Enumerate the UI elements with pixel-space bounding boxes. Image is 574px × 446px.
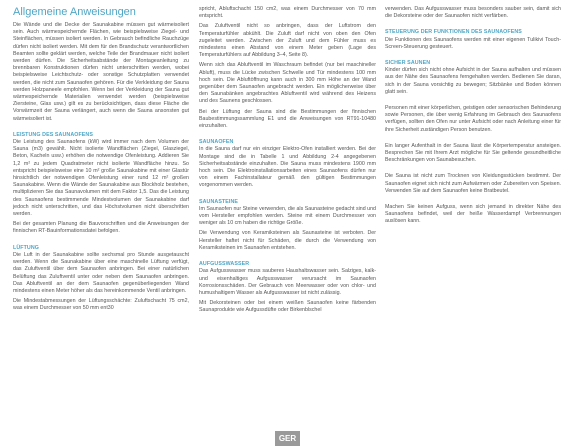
paragraph-children: Kinder dürfen sich nicht ohne Aufsicht in der Sauna aufhalten und müssen aus der Nähe des Saunaofens ferngehalten werden. Bedienen Sie daran, sich in der Sauna vorsichtig zu bewegen; Sitzbänke und Boden können glatt sein. <box>385 67 561 95</box>
column-right <box>385 6 561 229</box>
paragraph-insulation: Die Wände und die Decke der Saunakabine müssen gut wärmeisoliert sein. Auch wärmespeichernde Flächen, wie beispielsweise Ziegel- und Steinflächen, müssen isoliert werden. In Gebrauch befindliche Rauchzüge dürfen nicht isoliert werden. Mit dem für den Brandschutz verantwortlichen Beamten sollte geklärt werden, welche Teile der Brandmauer nicht isoliert werden dürfen. Die Sicherheitsabstände der Montageanleitung zu brennbaren Konstruktionen dürfen nicht unterschritten werden, wobei beispielsweise Leichtschutz- oder sonstige Schutzplatten verwendet werden, die nicht zum Saunaofen gehören. Für die Verkleidung der Sauna werden Holzpaneele empfohlen. Wenn bei der Verkleidung der Sauna gut wärmespeichernde Materialien verwendet werden (beispielsweise Ziersteine, Glas usw.) gilt es zu berücksichtigen, dass diese Fläche die Vorwärmzeit der Sauna verlängert, auch wenn die Sauna ansonsten gut wärmeisoliert ist. <box>13 22 189 122</box>
paragraph-ceramic-stones: Die Verwendung von Keramiksteinen als Saunasteine ist verboten. Der Hersteller haftet nicht für Schäden, die durch die Verwendung von Keramiksteinen im Saunaofen entstehen. <box>199 230 376 251</box>
heading-heater-output: LEISTUNG DES SAUNAOFENS <box>13 131 93 138</box>
language-badge: GER <box>275 431 300 446</box>
paragraph-heater-output: Die Leistung des Saunaofens (kW) wird immer nach dem Volumen der Sauna (m3) gewählt. Nicht isolierte Wandflächen (Ziegel, Glasziegel, Beton, Kacheln usw.) erhöhen die notwendige Ofenleistung. Addieren Sie 1,2 m² zu jedem Quadratmeter nicht isolierte Wandfläche hinzu. So entspricht beispielsweise eine 10 m² große Saunakabine mit einer Glastür hinsichtlich der notwendigen Ofenleistung einer rund 12 m² großen Saunakabine. Wenn die Wände der Saunakabine aus Blockholz bestehen, multiplizieren Sie das Saunavolumen mit dem Faktor 1,5. Das die Leistung des Saunaofens bestimmende Mindestvolumen der Saunakabine darf jedoch nicht unterschritten, und das Höchstvolumen nicht überschritten werden. <box>13 139 189 218</box>
heading-sauna-stones: SAUNASTEINE <box>199 198 239 205</box>
paragraph-clean-water: verwenden. Das Aufgusswasser muss besonders sauber sein, damit sich die Dekorsteine oder der Saunaofen nicht verfärben. <box>385 6 561 20</box>
column-left <box>13 6 189 316</box>
page-title: Allgemeine Anweisungen <box>13 6 136 18</box>
heading-heater-control: STEUERUNG DER FUNKTIONEN DES SAUNAOFENS <box>385 29 522 36</box>
paragraph-long-stay: Ein langer Aufenthalt in der Sauna lässt die Körpertemperatur ansteigen. Besprechen Sie mit Ihrem Arzt mögliche für Sie geltende gesundheitliche Beschränkungen von Saunabesuchen. <box>385 142 561 164</box>
paragraph-drying-clothes: Die Sauna ist nicht zum Trocknen von Kleidungsstücken bestimmt. Der Saunaofen eignet sich nicht zum Aufwärmen oder Zubereiten von Speisen. Verwenden Sie auf dem Saunaofen keine Bratbeutel. <box>385 173 561 194</box>
heading-safe-sauna: SICHER SAUNEN <box>385 60 431 67</box>
paragraph-sauna-heater: In die Sauna darf nur ein einziger Elektro-Ofen installiert werden. Bei der Montage sind die in Tabelle 1 und Abbildung 2-4 angegebenen Sicherheitsabstände einzuhalten. Die Sauna muss mindestens 1900 mm hoch sein. Die Elektroinstallationsarbeiten eines Saunaofens dürfen nur von einem Fachinstallateur gemäß den gültigen Bestimmungen vorgenommen werden. <box>199 146 376 189</box>
paragraph-building-regulations: Bei der gesamten Planung die Bauvorschriften und die Anweisungen der finnischen RT-Bauinformationsdatei befolgen. <box>13 221 189 235</box>
paragraph-ventilation: Die Luft in der Saunakabine sollte sechsmal pro Stunde ausgetauscht werden. Wenn die Saunakabine über eine maschinelle Lüftung verfügt, das Zuluftventil über dem Saunaofen anbringen. Bei einer natürlichen Belüftung das Zuluftventil unter oder neben dem Saunaofen anbringen. Das Abluftventil an der dem Saunaofen gegenüberliegenden Wand mindestens einen Meter höher als das hereinkommende Ventil anbringen. <box>13 251 189 294</box>
paragraph-sauna-water: Das Aufgusswasser muss sauberes Haushaltswasser sein. Salziges, kalk- und eisenhaltiges Aufgusswasser verursacht im Saunaofen Korrosionsschäden. Der Gebrauch von Meerwasser oder von chlor- und humushaltigem Wasser als Aufgusswasser ist nicht zulässig. <box>199 268 376 296</box>
column-middle <box>199 6 376 318</box>
paragraph-heater-control: Die Funktionen des Saunaofens werden mit einer eigenen Tulikivi Touch-Screen-Steuerung gesteuert. <box>385 36 561 50</box>
paragraph-exhaust-shaft: spricht, Abluftschacht 150 cm2, was einem Durchmesser von 70 mm entspricht. <box>199 6 376 20</box>
paragraph-exhaust-valve: Wenn sich das Abluftventil im Waschraum befindet (nur bei maschineller Abluft), muss die Lücke zwischen Schwelle und Tür mindestens 100 mm hoch sein. Die Abluftöffnung kann auch in 300 mm Höhe an der Wand gegenüber dem Saunaofen angebracht werden. Ein möglicherweise über den Saunabänken angebrachtes Abluftventil wird während des Heizens und des Saunens geschlossen. <box>199 62 376 105</box>
paragraph-vent-dimensions: Die Mindestabmessungen der Lüftungsschächte: Zuluftschacht 75 cm2, was einem Durchmesser von 50 mm ent30 <box>13 298 189 312</box>
paragraph-decor-stones: Mit Dekorsteinen oder bei einem weißen Saunaofen keine färbenden Saunaprodukte wie Aufgussdüfte oder Birkenblschel <box>199 300 376 314</box>
paragraph-supply-valve: Das Zuluftventil nicht so anbringen, dass der Luftstrom den Temperaturfühler abkühlt. Die Zuluft darf nicht von oben den Ofen zugeleitet werden. Zwischen der Zuluft und dem Fühler muss es mindestens einen Abstand von einem Meter geben (Lage des Temperaturfühlers auf Abbildung 3–4, Seite 8). <box>199 23 376 59</box>
paragraph-disabilities: Personen mit einer körperlichen, geistigen oder sensorischen Behinderung sowie Personen, die über wenig Erfahrung im Gebrauch des Saunaofens verfügen, sollten den Ofen nur unter Aufsicht oder nach Anleitung einer für ihre Sicherheit zuständigen Person benutzen. <box>385 105 561 133</box>
paragraph-steam-warning: Machen Sie keinen Aufguss, wenn sich jemand in direkter Nähe des Saunaofens befindet, weil der heiße Wasserdampf Verbrennungen auslösen kann. <box>385 204 561 225</box>
heading-ventilation: LÜFTUNG <box>13 244 40 251</box>
heading-sauna-heater: SAUNAOFEN <box>199 139 234 146</box>
paragraph-ventilation-regulations: Bei der Lüftung der Sauna sind die Bestimmungen der finnischen Baubestimmungssammlung E1 und die Anweisungen von RT91-10480 einzuhalten. <box>199 108 376 130</box>
heading-sauna-water: AUFGUSSWASSER <box>199 261 250 268</box>
paragraph-sauna-stones: Im Saunaofen nur Steine verwenden, die als Saunasteine gedacht sind und vom Hersteller empfohlen werden. Steine mit einem Durchmesser von weniger als 10 cm haben die richtige Größe. <box>199 205 376 227</box>
